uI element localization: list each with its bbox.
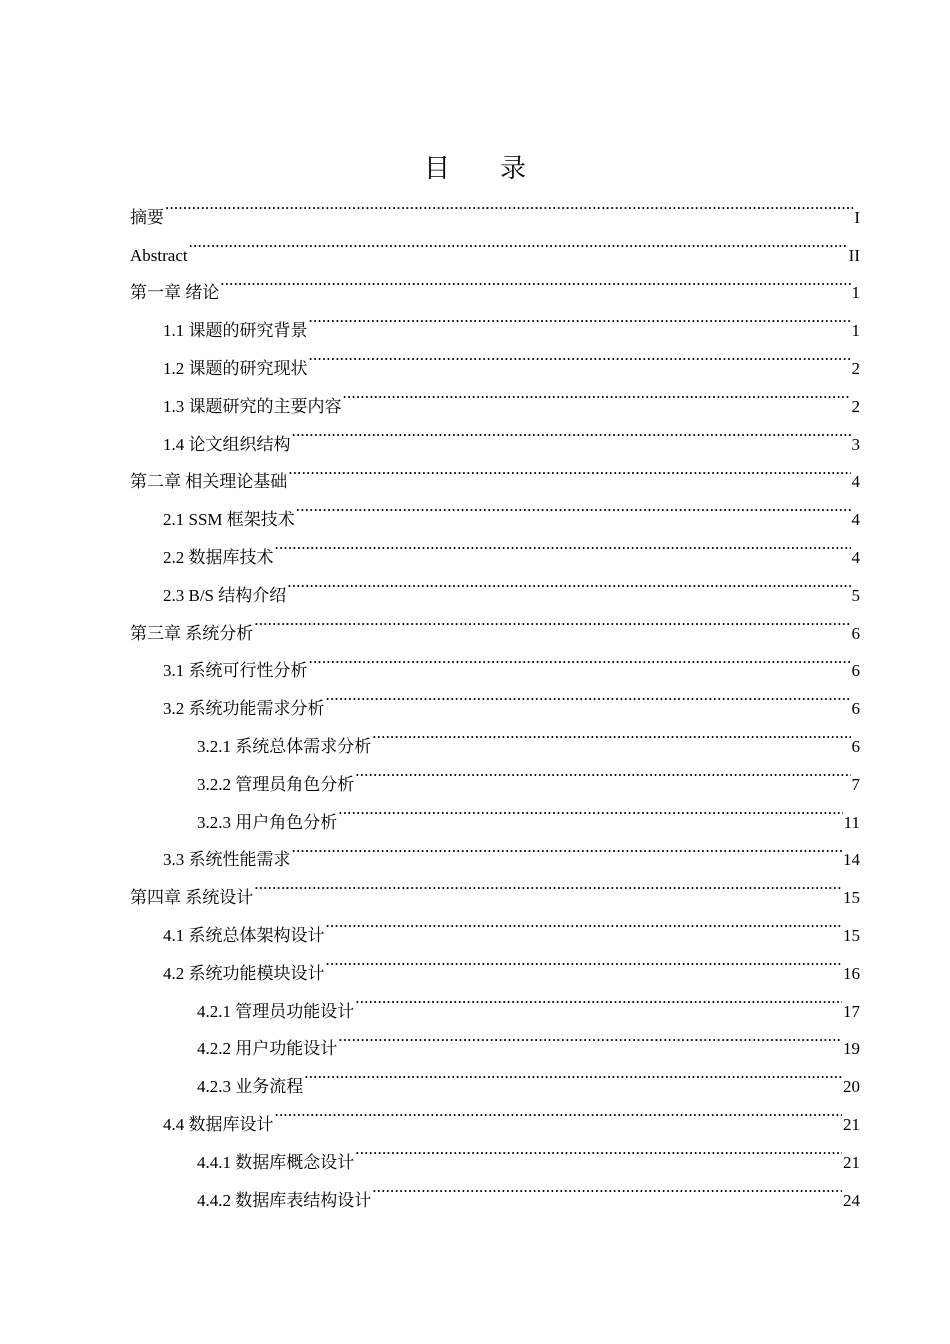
toc-leader-dots bbox=[309, 298, 851, 336]
toc-leader-dots bbox=[372, 1168, 842, 1206]
toc-entry-label: 4.2.1 管理员功能设计 bbox=[197, 1001, 355, 1021]
toc-entry-page-number: 21 bbox=[843, 1152, 860, 1172]
toc-entry-label: 1.4 论文组织结构 bbox=[163, 434, 291, 454]
toc-entry-label: 2.2 数据库技术 bbox=[163, 547, 274, 567]
toc-entry-label: 2.3 B/S 结构介绍 bbox=[163, 585, 287, 605]
toc-leader-dots bbox=[275, 1092, 843, 1130]
toc-entry-label: 3.1 系统可行性分析 bbox=[163, 661, 308, 681]
toc-leader-dots bbox=[254, 865, 842, 903]
toc-leader-dots bbox=[220, 261, 850, 299]
toc-entry-label: 1.3 课题研究的主要内容 bbox=[163, 396, 342, 416]
toc-entry-label: 4.4.1 数据库概念设计 bbox=[197, 1152, 355, 1172]
toc-leader-dots bbox=[292, 828, 843, 866]
toc-leader-dots bbox=[309, 336, 851, 374]
toc-entry-page-number: 6 bbox=[851, 736, 860, 756]
toc-entry-page-number: 16 bbox=[843, 963, 860, 983]
toc-entry-page-number: I bbox=[854, 207, 860, 227]
toc-entry-label: 1.2 课题的研究现状 bbox=[163, 358, 308, 378]
toc-leader-dots bbox=[254, 601, 850, 639]
toc-entry-label: 2.1 SSM 框架技术 bbox=[163, 510, 295, 530]
toc-entry-page-number: 19 bbox=[843, 1039, 860, 1059]
toc-entry-page-number: 6 bbox=[851, 699, 860, 719]
toc-entry-page-number: 17 bbox=[843, 1001, 860, 1021]
toc-entry-page-number: 4 bbox=[851, 510, 860, 530]
toc-leader-dots bbox=[326, 676, 851, 714]
toc-entry-page-number: 7 bbox=[851, 774, 860, 794]
toc-entry-page-number: 24 bbox=[843, 1190, 860, 1210]
toc-entry-label: 4.4 数据库设计 bbox=[163, 1114, 274, 1134]
toc-entry-page-number: 3 bbox=[851, 434, 860, 454]
toc-title-char-2: 录 bbox=[500, 154, 527, 183]
toc-entry-label: 4.2.3 业务流程 bbox=[197, 1077, 304, 1097]
toc-leader-dots bbox=[326, 941, 843, 979]
toc-entry-page-number: 20 bbox=[843, 1077, 860, 1097]
toc-entry-page-number: II bbox=[848, 245, 860, 265]
toc-leader-dots bbox=[372, 714, 850, 752]
toc-leader-dots bbox=[288, 450, 850, 488]
toc-leader-dots bbox=[296, 487, 851, 525]
toc-leader-dots bbox=[189, 223, 848, 261]
toc-entry-page-number: 11 bbox=[843, 812, 860, 832]
toc-entry-label: 3.3 系统性能需求 bbox=[163, 850, 291, 870]
toc-entry-label: 1.1 课题的研究背景 bbox=[163, 321, 308, 341]
toc-entry-page-number: 1 bbox=[851, 321, 860, 341]
toc-entry-page-number: 2 bbox=[851, 358, 860, 378]
toc-entry[interactable] bbox=[130, 185, 860, 227]
toc-entry-label: 3.2.1 系统总体需求分析 bbox=[197, 736, 372, 756]
toc-entry-page-number: 6 bbox=[851, 623, 860, 643]
toc-entry-page-number: 2 bbox=[851, 396, 860, 416]
toc-leader-dots bbox=[338, 790, 842, 828]
toc-entry-page-number: 1 bbox=[851, 283, 860, 303]
toc-leader-dots bbox=[355, 979, 842, 1017]
toc-leader-dots bbox=[292, 412, 851, 450]
toc-entry-label: 4.2 系统功能模块设计 bbox=[163, 963, 325, 983]
toc-leader-dots bbox=[309, 639, 851, 677]
toc-entry-label: 第四章 系统设计 bbox=[130, 888, 254, 908]
toc-leader-dots bbox=[165, 185, 853, 223]
toc-entry[interactable] bbox=[130, 261, 860, 303]
toc-entry-page-number: 14 bbox=[843, 850, 860, 870]
toc-entry[interactable] bbox=[130, 298, 860, 341]
toc-entry[interactable] bbox=[130, 223, 860, 265]
toc-entry-page-number: 5 bbox=[851, 585, 860, 605]
toc-entry-label: 4.1 系统总体架构设计 bbox=[163, 925, 325, 945]
toc-entry-label: Abstract bbox=[130, 245, 188, 265]
toc-entry-page-number: 4 bbox=[851, 472, 860, 492]
toc-leader-dots bbox=[304, 1054, 842, 1092]
toc-leader-dots bbox=[275, 525, 851, 563]
toc-entry-page-number: 4 bbox=[851, 547, 860, 567]
toc-entry-page-number: 6 bbox=[851, 661, 860, 681]
toc-entry-label: 第三章 系统分析 bbox=[130, 623, 254, 643]
toc-leader-dots bbox=[343, 374, 851, 412]
toc-entry-label: 摘要 bbox=[130, 207, 164, 227]
toc-leader-dots bbox=[326, 903, 843, 941]
toc-entry-label: 3.2.2 管理员角色分析 bbox=[197, 774, 355, 794]
toc-entry-label: 第一章 绪论 bbox=[130, 283, 220, 303]
toc-title bbox=[0, 148, 950, 185]
toc-entry-label: 4.2.2 用户功能设计 bbox=[197, 1039, 338, 1059]
toc-list bbox=[130, 185, 860, 1210]
toc-entry-page-number: 15 bbox=[843, 925, 860, 945]
toc-leader-dots bbox=[287, 563, 850, 601]
toc-leader-dots bbox=[355, 752, 850, 790]
toc-leader-dots bbox=[355, 1130, 842, 1168]
toc-entry-page-number: 21 bbox=[843, 1114, 860, 1134]
toc-entry-page-number: 15 bbox=[843, 888, 860, 908]
toc-title-char-1: 目 bbox=[423, 154, 450, 183]
toc-entry-label: 3.2.3 用户角色分析 bbox=[197, 812, 338, 832]
toc-entry-label: 第二章 相关理论基础 bbox=[130, 472, 288, 492]
toc-entry-label: 3.2 系统功能需求分析 bbox=[163, 699, 325, 719]
toc-leader-dots bbox=[338, 1017, 842, 1055]
toc-entry-label: 4.4.2 数据库表结构设计 bbox=[197, 1190, 372, 1210]
